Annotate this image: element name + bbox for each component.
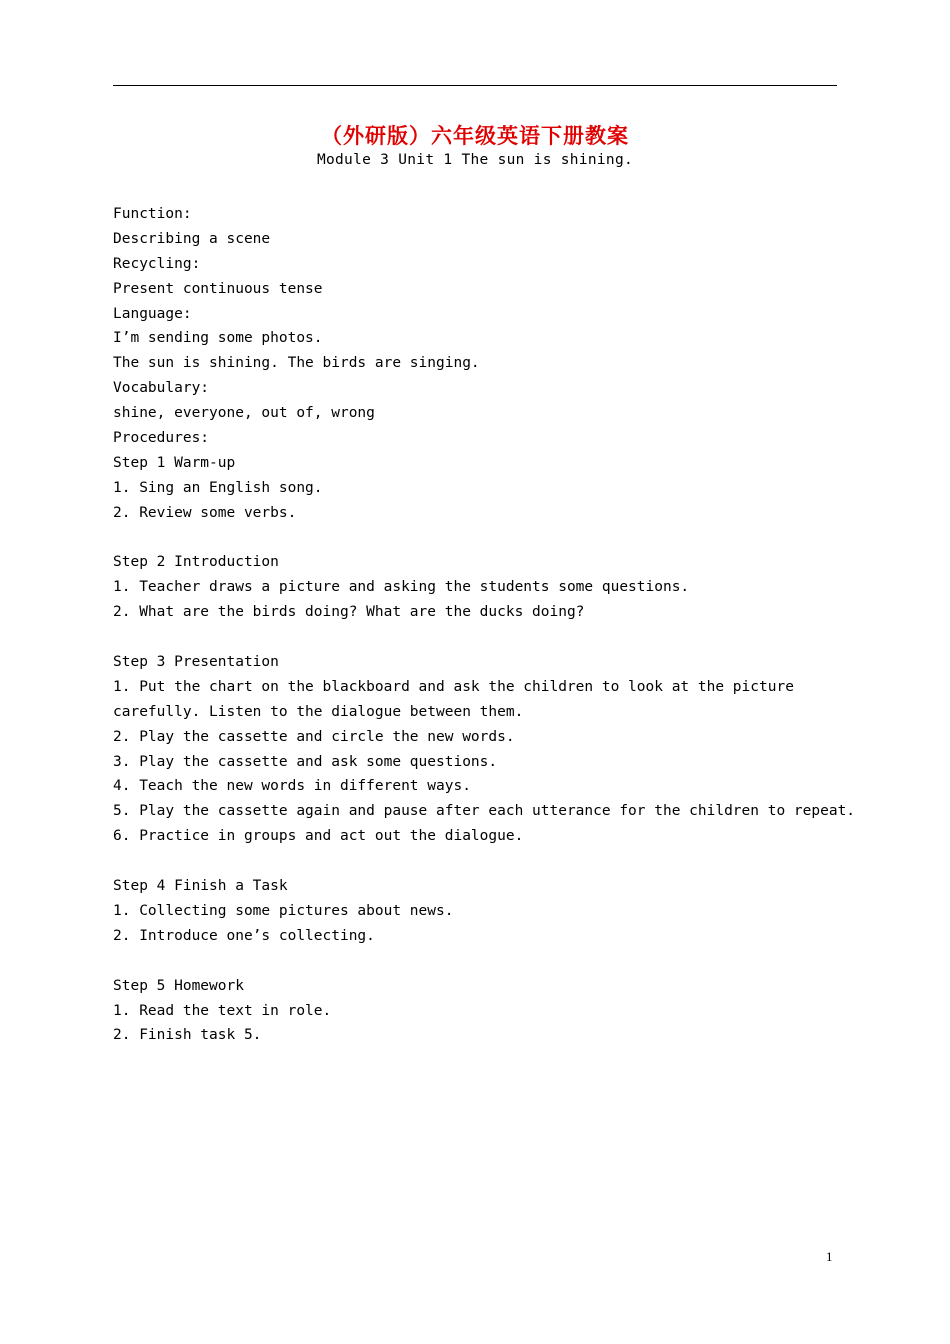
- text-line: 1. Collecting some pictures about news.: [113, 902, 454, 919]
- text-line: Step 2 Introduction: [113, 554, 279, 571]
- blank-line: [113, 949, 843, 974]
- text-line: Vocabulary:: [113, 380, 210, 397]
- text-line: 2. Play the cassette and circle the new words.: [113, 728, 515, 745]
- text-line: 1. Teacher draws a picture and asking the students some questions.: [113, 579, 690, 596]
- blank-line: [113, 625, 843, 650]
- text-line: 1. Sing an English song.: [113, 479, 323, 496]
- text-line: 2. What are the birds doing? What are the ducks doing?: [113, 604, 585, 621]
- text-line: Step 4 Finish a Task: [113, 878, 288, 895]
- lesson-plan-body: [113, 202, 856, 1048]
- text-line: shine, everyone, out of, wrong: [113, 405, 375, 422]
- text-line: Procedures:: [113, 430, 210, 447]
- text-line: Step 3 Presentation: [113, 654, 279, 671]
- text-line: Step 5 Homework: [113, 977, 244, 994]
- page-number: 1: [826, 1249, 833, 1264]
- text-line: Recycling:: [113, 255, 201, 272]
- text-line: 6. Practice in groups and act out the dialogue.: [113, 828, 524, 845]
- text-line: Step 1 Warm-up: [113, 454, 236, 471]
- blank-line: [113, 526, 843, 551]
- text-line: Present continuous tense: [113, 280, 323, 297]
- text-line: Language:: [113, 305, 192, 322]
- text-line: The sun is shining. The birds are singing.: [113, 355, 480, 372]
- text-line: 2. Introduce one’s collecting.: [113, 927, 375, 944]
- text-line: 4. Teach the new words in different ways.: [113, 778, 471, 795]
- text-line: 1. Put the chart on the blackboard and ask the children to look at the picture: [113, 678, 794, 695]
- text-line: carefully. Listen to the dialogue between them.: [113, 703, 524, 720]
- text-line: I’m sending some photos.: [113, 330, 323, 347]
- blank-line: [113, 849, 843, 874]
- text-line: 1. Read the text in role.: [113, 1002, 332, 1019]
- text-line: 2. Review some verbs.: [113, 504, 297, 521]
- document-title: （外研版）六年级英语下册教案: [321, 124, 629, 148]
- text-line: Function:: [113, 206, 192, 222]
- text-line: 2. Finish task 5.: [113, 1027, 262, 1044]
- text-line: Describing a scene: [113, 230, 271, 247]
- text-line: 5. Play the cassette again and pause after each utterance for the children to repeat.: [113, 803, 856, 820]
- header-rule: [113, 85, 837, 86]
- text-line: 3. Play the cassette and ask some questions.: [113, 753, 498, 770]
- document-subtitle: Module 3 Unit 1 The sun is shining.: [316, 152, 634, 168]
